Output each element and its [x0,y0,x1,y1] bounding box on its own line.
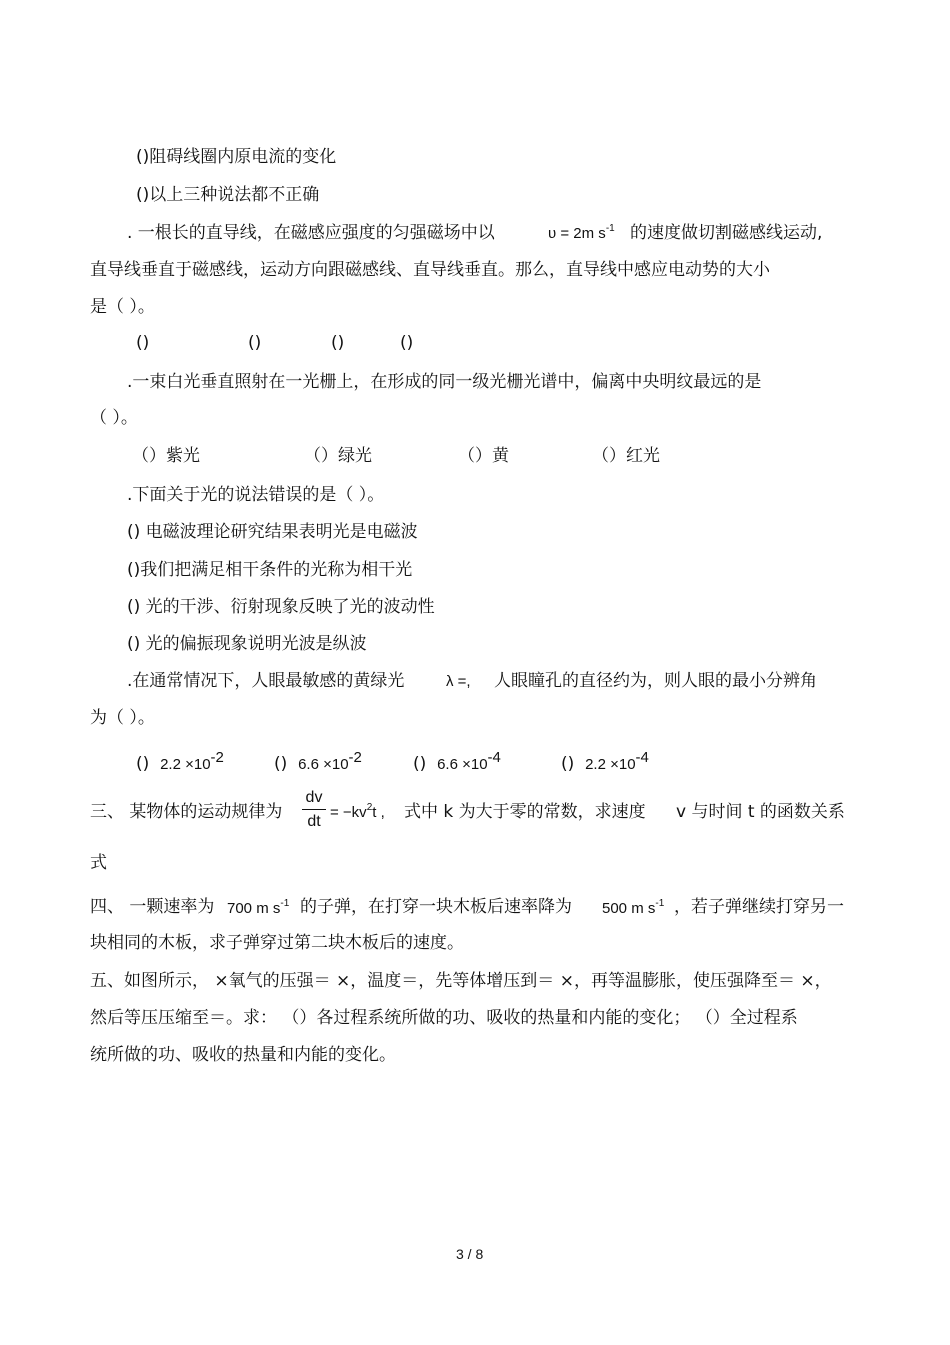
wire-question-line1b: 的速度做切割磁感线运动, [630,223,823,243]
grating-question-line2: （ ）。 [90,408,138,428]
wire-question-line3: 是（ ）。 [90,297,155,317]
q4-speed-after: 500 m $s^{-1}$ [602,898,665,917]
light-option: () 光的偏振现象说明光波是纵波 [127,634,367,654]
eye-option: () $6.6 \times 10^{-4}$ [413,749,501,774]
light-question-stem: .下面关于光的说法错误的是（ ）。 [127,485,385,505]
wire-question-line2: 直导线垂直于磁感线，运动方向跟磁感线、直导线垂直。那么，直导线中感应电动势的大小 [90,260,770,280]
wire-question-line1a: . 一根长的直导线，在磁感应强度的匀强磁场中以 [127,223,495,243]
light-option: () 光的干涉、衍射现象反映了光的波动性 [127,597,435,617]
page-number: 3 / 8 [456,1246,484,1262]
eye-question-line1a: .在通常情况下，人眼最敏感的黄绿光 [127,671,405,691]
light-option: () 电磁波理论研究结果表明光是电磁波 [127,522,418,542]
grating-option: （）红光 [592,446,660,466]
q3-fraction-bar [302,809,326,810]
q3-fraction-numerator: dv [305,789,323,806]
q3-equation: = $-kv^2t$ , [330,802,385,821]
eye-lambda: λ =, [446,673,471,690]
grating-option: （）绿光 [304,446,372,466]
q3-line2: 式 [90,853,107,873]
q3-suffix-a: 式中 k 为大于零的常数，求速度 [404,802,646,822]
option-c: ()阻碍线圈内原电流的变化 [136,147,337,167]
wire-option: () [331,333,345,353]
grating-option: （）黄 [458,446,509,466]
wire-speed: υ = 2m $s^{-1}$ [548,223,615,242]
q5-line1: 五、如图所示， ×氧气的压强＝ ×，温度＝，先等体增压到＝ ×，再等温膨胀，使压强降至＝ ×， [90,971,832,991]
q4-line1b: 的子弹，在打穿一块木板后速率降为 [300,897,572,917]
q4-speed-initial: 700 m $s^{-1}$ [227,898,290,917]
grating-question-line1: .一束白光垂直照射在一光栅上，在形成的同一级光栅光谱中，偏离中央明纹最远的是 [127,372,762,392]
eye-option: () $2.2 \times 10^{-2}$ [136,749,224,774]
q3-suffix-b: v 与时间 t 的函数关系 [676,802,845,822]
q3-prefix: 三、 某物体的运动规律为 [90,802,283,822]
q5-line3: 统所做的功、吸收的热量和内能的变化。 [90,1045,396,1065]
option-d: ()以上三种说法都不正确 [136,185,320,205]
q4-line1c: ，若子弹继续打穿另一 [674,897,844,917]
light-option: ()我们把满足相干条件的光称为相干光 [127,560,413,580]
q3-fraction-denominator: dt [307,813,321,830]
q5-line2: 然后等压压缩至＝。求： （）各过程系统所做的功、吸收的热量和内能的变化； （）全过程系 [90,1008,798,1028]
q3-fraction [302,788,326,832]
wire-option: () [400,333,414,353]
eye-option: () $2.2 \times 10^{-4}$ [561,749,649,774]
eye-option: () $6.6 \times 10^{-2}$ [274,749,362,774]
eye-question-line1b: 人眼瞳孔的直径约为，则人眼的最小分辨角 [494,671,817,691]
grating-option: （）紫光 [132,446,200,466]
wire-option: () [136,333,150,353]
wire-option: () [248,333,262,353]
q4-line2: 块相同的木板，求子弹穿过第二块木板后的速度。 [90,933,464,953]
q4-line1a: 四、 一颗速率为 [90,897,215,917]
eye-question-line2: 为（ ）。 [90,708,155,728]
